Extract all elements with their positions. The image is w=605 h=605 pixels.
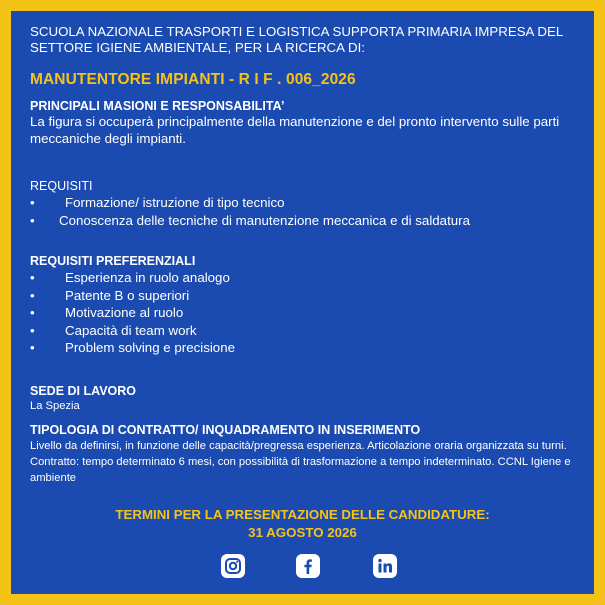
list-item: • Capacità di team work (30, 322, 584, 340)
responsibilities-heading: PRINCIPALI MASIONI E RESPONSABILITA’ (30, 99, 285, 113)
role-title: MANUTENTORE IMPIANTI - R I F . 006_2026 (30, 71, 356, 88)
location-section (30, 384, 584, 414)
requirements-section (30, 179, 584, 229)
deadline-date: 31 AGOSTO 2026 (248, 525, 357, 540)
intro-line-1: SCUOLA NAZIONALE TRASPORTI E LOGISTICA SUPPORTA PRIMARIA IMPRESA DEL (30, 24, 564, 39)
intro-text (30, 24, 584, 56)
list-item: • Formazione/ istruzione di tipo tecnico (30, 194, 584, 212)
social-links (11, 554, 594, 580)
location-heading: SEDE DI LAVORO (30, 384, 137, 398)
deadline (11, 506, 594, 542)
list-item: • Problem solving e precisione (30, 339, 584, 357)
preferred-section (30, 254, 584, 357)
list-item: • Conoscenza delle tecniche di manutenzione meccanica e di saldatura (30, 212, 584, 230)
list-item: • Patente B o superiori (30, 287, 584, 305)
responsibilities-text: La figura si occuperà principalmente della manutenzione e del pronto intervento sulle parti meccaniche degli impianti. (30, 114, 560, 146)
list-item: • Motivazione al ruolo (30, 304, 584, 322)
job-posting-card (11, 11, 594, 594)
preferred-list (30, 269, 584, 357)
requirements-list (30, 194, 584, 229)
facebook-icon[interactable] (296, 554, 320, 578)
responsibilities-section (30, 99, 584, 147)
contract-text: Livello da definirsi, in funzione delle capacità/pregressa esperienza. Articolazione oraria organizzata su turni. Contratto: tempo determinato 6 mesi, con possibilità di trasformazione a tempo indeterminato. CCNL Igiene e ambiente (30, 440, 571, 484)
instagram-icon[interactable] (221, 554, 245, 578)
contract-section (30, 423, 584, 486)
location-value: La Spezia (30, 400, 80, 412)
intro-line-2: SETTORE IGIENE AMBIENTALE, PER LA RICERCA DI: (30, 40, 365, 55)
list-item: • Esperienza in ruolo analogo (30, 269, 584, 287)
contract-heading: TIPOLOGIA DI CONTRATTO/ INQUADRAMENTO IN INSERIMENTO (30, 423, 421, 437)
preferred-heading: REQUISITI PREFERENZIALI (30, 254, 196, 268)
requirements-heading: REQUISITI (30, 179, 93, 193)
deadline-line-1: TERMINI PER LA PRESENTAZIONE DELLE CANDIDATURE: (115, 507, 490, 522)
linkedin-icon[interactable] (373, 554, 397, 578)
